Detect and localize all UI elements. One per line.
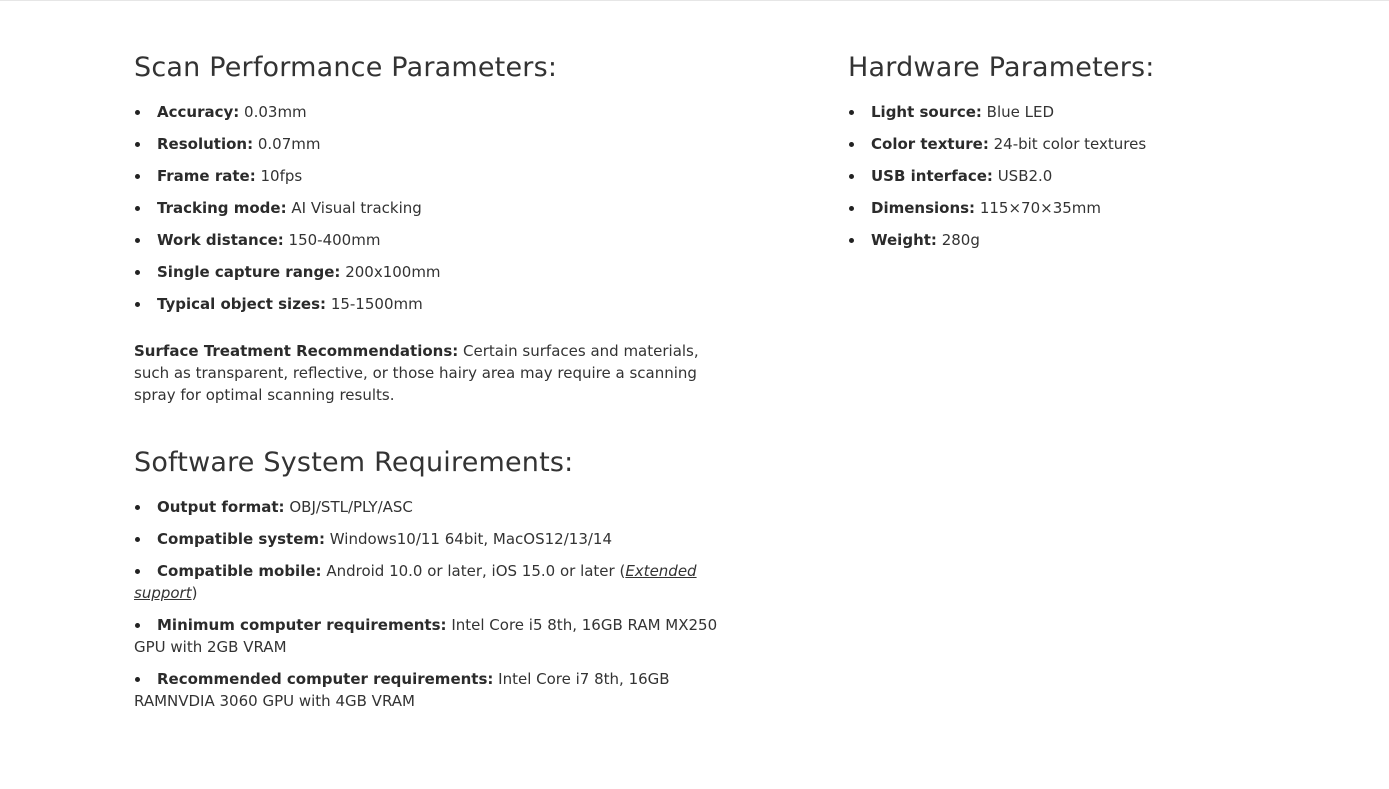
software-requirements-list <box>134 496 734 722</box>
list-item <box>134 293 734 315</box>
spec-value: Intel Core i7 8th, 16GB RAMNVDIA 3060 GPU with 4GB VRAM <box>134 670 670 710</box>
spec-value: Android 10.0 or later, iOS 15.0 or later ( <box>326 562 626 580</box>
spec-label: Resolution: <box>157 135 254 153</box>
spec-label: Compatible mobile: <box>157 562 322 580</box>
list-item <box>134 528 734 550</box>
list-item <box>848 101 1328 123</box>
spec-value: 115×70×35mm <box>979 199 1102 217</box>
spec-label: Dimensions: <box>871 199 976 217</box>
scan-performance-heading: Scan Performance Parameters: <box>134 52 558 83</box>
spec-label: Light source: <box>871 103 982 121</box>
spec-label: Recommended computer requirements: <box>157 670 494 688</box>
spec-label: Output format: <box>157 498 285 516</box>
spec-label: Work distance: <box>157 231 284 249</box>
spec-value: OBJ/STL/PLY/ASC <box>289 498 413 516</box>
spec-label: Tracking mode: <box>157 199 287 217</box>
spec-label: Frame rate: <box>157 167 256 185</box>
spec-label: Accuracy: <box>157 103 240 121</box>
list-item <box>134 614 734 658</box>
list-item <box>134 197 734 219</box>
spec-value: 15-1500mm <box>330 295 423 313</box>
spec-value: 0.03mm <box>244 103 307 121</box>
spec-value: Windows10/11 64bit, MacOS12/13/14 <box>329 530 613 548</box>
spec-value: 10fps <box>260 167 303 185</box>
note-label: Surface Treatment Recommendations: <box>134 342 459 360</box>
spec-value: 24-bit color textures <box>993 135 1147 153</box>
list-item <box>134 101 734 123</box>
spec-value: Blue LED <box>986 103 1055 121</box>
software-requirements-heading: Software System Requirements: <box>134 447 574 478</box>
list-item <box>134 668 734 712</box>
list-item <box>134 229 734 251</box>
spec-label: Weight: <box>871 231 937 249</box>
list-item <box>848 197 1328 219</box>
note-text: Certain surfaces and materials, such as transparent, reflective, or those hairy area may require a scanning spray for optimal scanning results. <box>134 342 699 404</box>
list-item <box>134 261 734 283</box>
scan-performance-list <box>134 101 734 325</box>
top-divider <box>0 0 1389 1</box>
extended-support-link[interactable]: Extended support <box>134 562 697 602</box>
spec-label: USB interface: <box>871 167 993 185</box>
spec-value: 280g <box>941 231 980 249</box>
list-item <box>848 133 1328 155</box>
spec-label: Single capture range: <box>157 263 341 281</box>
spec-label: Minimum computer requirements: <box>157 616 447 634</box>
hardware-parameters-heading: Hardware Parameters: <box>848 52 1155 83</box>
list-item <box>848 229 1328 251</box>
spec-value: USB2.0 <box>997 167 1053 185</box>
list-item <box>134 560 734 604</box>
list-item <box>848 165 1328 187</box>
spec-value: Intel Core i5 8th, 16GB RAM MX250 GPU with 2GB VRAM <box>134 616 718 656</box>
spec-value: 0.07mm <box>257 135 321 153</box>
spec-value: 200x100mm <box>345 263 441 281</box>
spec-label: Typical object sizes: <box>157 295 327 313</box>
list-item <box>134 133 734 155</box>
spec-value: AI Visual tracking <box>291 199 422 217</box>
surface-treatment-note <box>134 340 724 406</box>
list-item <box>134 165 734 187</box>
list-item <box>134 496 734 518</box>
spec-value-suffix: ) <box>191 584 198 602</box>
spec-label: Color texture: <box>871 135 989 153</box>
spec-value: 150-400mm <box>288 231 381 249</box>
spec-label: Compatible system: <box>157 530 325 548</box>
hardware-parameters-list <box>848 101 1328 261</box>
